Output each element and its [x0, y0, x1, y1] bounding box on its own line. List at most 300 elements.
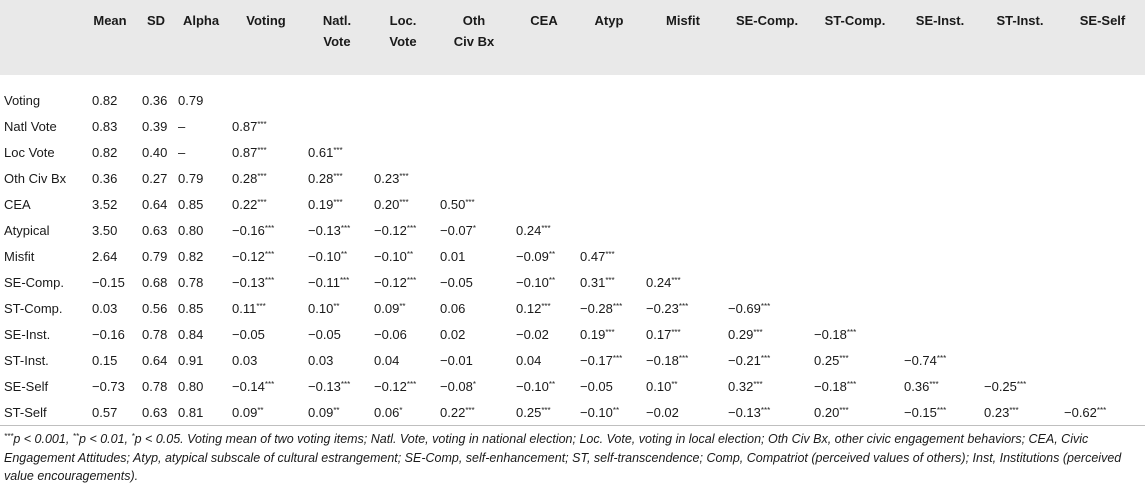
table-cell: −0.69***: [728, 300, 771, 316]
table-cell: 0.24***: [646, 274, 681, 290]
row-label: SE-Self: [4, 378, 49, 394]
column-header: ST-Inst.: [996, 13, 1044, 28]
table-cell: 0.47***: [580, 248, 615, 264]
row-label: CEA: [4, 196, 31, 212]
table-cell: [724, 165, 810, 191]
table-cell: [810, 217, 900, 243]
table-cell: 0.20***: [810, 399, 900, 426]
significance-stars: **: [257, 405, 264, 415]
table-cell: [370, 139, 436, 165]
header-gap: [0, 75, 1145, 87]
table-cell: [436, 113, 512, 139]
table-cell: 0.57: [82, 399, 138, 426]
table-cell: −0.16***: [232, 222, 275, 238]
column-header: Atyp: [594, 13, 624, 28]
table-row: [0, 373, 1145, 399]
significance-stars: ***: [753, 327, 763, 337]
significance-stars: ***: [612, 301, 623, 311]
table-cell: 0.03: [232, 352, 258, 368]
table-cell: 0.04: [374, 352, 400, 368]
table-cell: [576, 191, 642, 217]
significance-stars: *: [131, 432, 135, 441]
significance-stars: ***: [465, 197, 475, 207]
significance-stars: ***: [1016, 379, 1027, 389]
table-cell: [810, 269, 900, 295]
table-cell: [900, 243, 980, 269]
table-cell: −0.01: [440, 352, 473, 368]
table-cell: [370, 87, 436, 113]
table-cell: [980, 269, 1060, 295]
table-body: [0, 75, 1145, 426]
table-cell: −0.21***: [728, 352, 771, 368]
table-cell: [304, 87, 370, 113]
table-cell: 0.78: [178, 274, 204, 290]
table-cell: [1060, 165, 1145, 191]
significance-stars: ***: [929, 379, 939, 389]
table-cell: −0.62***: [1060, 399, 1145, 426]
table-cell: 2.64: [92, 248, 118, 264]
table-cell: 0.36: [142, 92, 168, 108]
table-cell: [900, 113, 980, 139]
table-cell: −0.12***: [374, 274, 417, 290]
table-cell: 0.64: [142, 352, 168, 368]
table-cell: –: [178, 118, 186, 134]
table-cell: −0.73: [92, 378, 125, 394]
row-label: Voting: [4, 92, 41, 108]
table-cell: 0.19***: [580, 326, 615, 342]
table-cell: [900, 295, 980, 321]
significance-stars: **: [333, 301, 340, 311]
table-cell: [512, 139, 576, 165]
row-label: Atypical: [4, 222, 50, 238]
row-label: Oth Civ Bx: [4, 170, 67, 186]
table-cell: 0.06*: [370, 399, 436, 426]
table-cell: [980, 139, 1060, 165]
table-row: [0, 269, 1145, 295]
significance-stars: ***: [760, 405, 771, 415]
table-cell: −0.05: [308, 326, 341, 342]
significance-stars: **: [548, 379, 556, 389]
table-cell: −0.18***: [814, 326, 857, 342]
table-cell: 0.78: [142, 378, 168, 394]
column-header: Mean: [93, 13, 127, 28]
table-cell: 0.10**: [308, 300, 340, 316]
table-cell: 0.02: [440, 326, 466, 342]
table-row: [0, 295, 1145, 321]
significance-stars: **: [340, 249, 348, 259]
table-cell: −0.10**: [576, 399, 642, 426]
table-cell: [512, 191, 576, 217]
table-cell: [724, 217, 810, 243]
column-header: Alpha: [182, 13, 220, 28]
column-header: Voting: [246, 13, 286, 28]
significance-stars: *: [472, 223, 477, 233]
significance-stars: ***: [846, 379, 857, 389]
table-cell: −0.13***: [232, 274, 275, 290]
table-cell: [1060, 295, 1145, 321]
table-cell: [1060, 217, 1145, 243]
table-cell: [642, 87, 724, 113]
table-cell: 0.84: [178, 326, 204, 342]
significance-stars: ***: [406, 275, 417, 285]
significance-stars: ***: [605, 249, 615, 259]
table-cell: [304, 113, 370, 139]
table-cell: −0.18***: [814, 378, 857, 394]
table-cell: 0.10**: [646, 378, 678, 394]
significance-stars: ***: [605, 327, 615, 337]
table-cell: [642, 243, 724, 269]
table-cell: 0.64: [142, 196, 168, 212]
table-cell: −0.16: [92, 326, 125, 342]
significance-stars: ***: [936, 353, 947, 363]
table-cell: [436, 87, 512, 113]
table-cell: 0.17***: [646, 326, 681, 342]
significance-stars: ***: [406, 223, 417, 233]
table-cell: [1060, 373, 1145, 399]
table-cell: −0.18***: [646, 352, 689, 368]
table-cell: [900, 269, 980, 295]
table-cell: [900, 321, 980, 347]
column-header: Natl. Vote: [322, 13, 352, 49]
row-label: ST-Comp.: [4, 300, 63, 316]
table-cell: 0.68: [142, 274, 168, 290]
table-cell: [512, 113, 576, 139]
table-row: [0, 191, 1145, 217]
significance-stars: ***: [257, 197, 267, 207]
table-cell: 0.24***: [516, 222, 551, 238]
column-header: Loc. Vote: [389, 13, 417, 49]
significance-stars: ***: [264, 379, 275, 389]
table-cell: 0.09**: [374, 300, 406, 316]
table-cell: [900, 217, 980, 243]
table-cell: 3.50: [92, 222, 118, 238]
table-cell: 0.56: [142, 300, 168, 316]
table-cell: −0.02: [516, 326, 549, 342]
table-cell: [228, 87, 304, 113]
significance-stars: **: [399, 301, 406, 311]
table-cell: −0.12***: [374, 378, 417, 394]
table-footnote: ***p < 0.001, **p < 0.01, *p < 0.05. Voting mean of two voting items; Natl. Vote, voting in national election; Loc. Vote, voting in local election; Oth Civ Bx, other civic engagement behaviors; CEA, Civic Engagement Attitudes; Atyp, atypical subscale of cultural estrangement; SE-Comp, self-enhancement; ST, self-transcendence; Comp, Compatriot (perceived values of others); Inst, Institutions (perceived value encouragements).: [4, 432, 1122, 483]
significance-stars: ***: [760, 301, 771, 311]
significance-stars: ***: [257, 145, 267, 155]
significance-stars: ***: [399, 171, 409, 181]
significance-stars: ***: [257, 171, 267, 181]
table-cell: [576, 165, 642, 191]
table-cell: 0.50***: [440, 196, 475, 212]
table-cell: −0.05: [440, 274, 473, 290]
table-cell: 0.23***: [374, 170, 409, 186]
table-cell: [980, 243, 1060, 269]
significance-stars: ***: [340, 379, 351, 389]
table-cell: 0.15: [92, 352, 118, 368]
table-cell: −0.13***: [308, 222, 351, 238]
significance-stars: **: [548, 249, 556, 259]
table-cell: [810, 191, 900, 217]
table-cell: [1060, 139, 1145, 165]
table-cell: [1060, 191, 1145, 217]
table-cell: [810, 295, 900, 321]
table-cell: [576, 87, 642, 113]
table-cell: [512, 165, 576, 191]
table-cell: 0.25***: [512, 399, 576, 426]
significance-stars: ***: [257, 119, 267, 129]
table-cell: 0.79: [178, 92, 204, 108]
table-row: [0, 321, 1145, 347]
row-label: ST-Inst.: [4, 352, 49, 368]
significance-stars: ***: [678, 353, 689, 363]
column-header: ST-Comp.: [824, 13, 886, 28]
column-header: SE-Comp.: [735, 13, 799, 28]
table-cell: 0.87***: [232, 144, 267, 160]
column-header: CEA: [530, 13, 558, 28]
significance-stars: ***: [264, 249, 275, 259]
table-cell: 0.03: [308, 352, 334, 368]
table-cell: −0.02: [642, 399, 724, 426]
table-cell: [810, 87, 900, 113]
table-cell: [900, 165, 980, 191]
table-cell: [810, 139, 900, 165]
table-cell: 0.80: [178, 378, 204, 394]
significance-stars: *: [472, 379, 477, 389]
table-row: [0, 217, 1145, 243]
table-cell: 0.23***: [980, 399, 1060, 426]
table-row: [0, 399, 1145, 426]
table-cell: 0.85: [178, 196, 204, 212]
table-cell: 0.01: [440, 248, 466, 264]
table-cell: 0.82: [92, 144, 118, 160]
table-cell: [724, 87, 810, 113]
table-cell: 0.61***: [308, 144, 343, 160]
table-cell: [980, 113, 1060, 139]
table-cell: −0.05: [232, 326, 265, 342]
table-cell: 0.85: [178, 300, 204, 316]
significance-stars: ***: [1096, 405, 1107, 415]
table-cell: 0.63: [142, 222, 168, 238]
table-cell: −0.15: [92, 274, 125, 290]
table-cell: [576, 217, 642, 243]
significance-stars: ***: [839, 353, 849, 363]
table-cell: [980, 191, 1060, 217]
table-cell: −0.10**: [516, 274, 556, 290]
table-cell: 0.19***: [308, 196, 343, 212]
table-cell: −0.74***: [904, 352, 947, 368]
header-row: [0, 0, 1145, 75]
table-cell: [724, 113, 810, 139]
significance-stars: **: [612, 405, 620, 415]
significance-stars: ***: [678, 301, 689, 311]
significance-stars: **: [333, 405, 340, 415]
table-cell: 0.32***: [728, 378, 763, 394]
table-cell: 0.11***: [232, 300, 266, 316]
table-cell: 0.79: [178, 170, 204, 186]
significance-stars: **: [406, 249, 414, 259]
table-cell: −0.10**: [374, 248, 414, 264]
table-cell: [724, 243, 810, 269]
table-cell: −0.09**: [516, 248, 556, 264]
significance-stars: ***: [671, 327, 681, 337]
column-header: SE-Inst.: [915, 13, 965, 28]
table-cell: 0.28***: [232, 170, 267, 186]
row-label: Natl Vote: [4, 118, 57, 134]
table-cell: 0.63: [138, 399, 174, 426]
table-cell: 0.09**: [228, 399, 304, 426]
significance-stars: ***: [605, 275, 615, 285]
table-cell: −0.13***: [308, 378, 351, 394]
column-header: SE-Self: [1079, 13, 1126, 28]
table-cell: [436, 165, 512, 191]
table-cell: [980, 347, 1060, 373]
significance-stars: ***: [541, 223, 551, 233]
table-cell: 0.03: [92, 300, 118, 316]
table-cell: 0.91: [178, 352, 204, 368]
significance-stars: ***: [465, 405, 475, 415]
table-cell: −0.08*: [440, 378, 477, 394]
table-cell: −0.10**: [516, 378, 556, 394]
significance-stars: ***: [671, 275, 681, 285]
table-cell: [900, 87, 980, 113]
table-cell: −0.06: [374, 326, 407, 342]
significance-stars: ***: [839, 405, 849, 415]
significance-stars: ***: [399, 197, 409, 207]
table-cell: 0.78: [142, 326, 168, 342]
table-cell: −0.05: [580, 378, 613, 394]
table-row: [0, 347, 1145, 373]
table-cell: [642, 139, 724, 165]
table-cell: [810, 113, 900, 139]
significance-stars: ***: [541, 301, 551, 311]
significance-stars: ***: [541, 405, 551, 415]
table-cell: [576, 113, 642, 139]
table-cell: [724, 139, 810, 165]
table-cell: 0.31***: [580, 274, 615, 290]
table-cell: 0.36***: [904, 378, 939, 394]
significance-stars: ***: [753, 379, 763, 389]
table-cell: 0.80: [178, 222, 204, 238]
table-cell: 0.12***: [516, 300, 551, 316]
table-row: [0, 165, 1145, 191]
significance-stars: ***: [936, 405, 947, 415]
significance-stars: ***: [760, 353, 771, 363]
column-header: SD: [146, 13, 166, 28]
significance-stars: ***: [333, 171, 343, 181]
table-cell: [512, 87, 576, 113]
table-row: [0, 87, 1145, 113]
table-cell: [1060, 113, 1145, 139]
table-cell: [642, 191, 724, 217]
table-cell: [370, 113, 436, 139]
table-cell: −0.07*: [440, 222, 477, 238]
table-cell: 0.27: [142, 170, 168, 186]
table-cell: [724, 191, 810, 217]
table-cell: −0.11***: [308, 274, 350, 290]
table-cell: [980, 321, 1060, 347]
table-row: [0, 243, 1145, 269]
table-cell: [980, 217, 1060, 243]
table-cell: 0.20***: [374, 196, 409, 212]
column-header: Misfit: [666, 13, 700, 28]
table-cell: [810, 243, 900, 269]
significance-stars: ***: [264, 275, 275, 285]
table-cell: [642, 217, 724, 243]
table-cell: [436, 139, 512, 165]
table-cell: 0.22***: [232, 196, 267, 212]
table-cell: 0.36: [92, 170, 118, 186]
table-cell: [1060, 269, 1145, 295]
table-cell: −0.12***: [374, 222, 417, 238]
table-cell: −0.25***: [984, 378, 1027, 394]
row-label: Loc Vote: [4, 144, 55, 160]
table-cell: 0.06: [440, 300, 466, 316]
significance-stars: ***: [339, 275, 350, 285]
table-cell: –: [178, 144, 186, 160]
table-cell: [1060, 87, 1145, 113]
table-cell: 0.29***: [728, 326, 763, 342]
table-cell: 0.82: [92, 92, 118, 108]
table-cell: −0.10**: [308, 248, 348, 264]
table-cell: [1060, 243, 1145, 269]
significance-stars: ***: [256, 301, 266, 311]
table-cell: [980, 165, 1060, 191]
row-label: ST-Self: [0, 399, 82, 426]
table-cell: 0.87***: [232, 118, 267, 134]
table-row: [0, 139, 1145, 165]
table-cell: −0.15***: [900, 399, 980, 426]
table-row: [0, 113, 1145, 139]
row-header-corner: [0, 0, 82, 75]
significance-stars: *: [399, 405, 403, 415]
table-cell: 0.39: [142, 118, 168, 134]
significance-stars: ***: [333, 197, 343, 207]
table-cell: −0.23***: [646, 300, 689, 316]
significance-stars: ***: [264, 223, 275, 233]
table-cell: −0.12***: [232, 248, 275, 264]
table-cell: [1060, 321, 1145, 347]
significance-stars: **: [671, 379, 678, 389]
table-cell: 0.79: [142, 248, 168, 264]
table-cell: 0.22***: [436, 399, 512, 426]
significance-stars: ***: [4, 432, 14, 441]
table-cell: −0.14***: [232, 378, 275, 394]
column-header: Oth Civ Bx: [453, 13, 495, 49]
significance-stars: ***: [333, 145, 343, 155]
table-cell: [900, 191, 980, 217]
table-cell: 0.25***: [814, 352, 849, 368]
significance-stars: **: [72, 432, 80, 441]
significance-stars: ***: [406, 379, 417, 389]
table-cell: −0.28***: [580, 300, 623, 316]
table-cell: 0.40: [142, 144, 168, 160]
table-cell: [642, 165, 724, 191]
significance-stars: ***: [1009, 405, 1019, 415]
table-cell: [980, 295, 1060, 321]
table-cell: [1060, 347, 1145, 373]
table-cell: 0.81: [174, 399, 228, 426]
table-cell: 0.04: [516, 352, 542, 368]
table-cell: [980, 87, 1060, 113]
table-cell: 0.09**: [304, 399, 370, 426]
table-cell: [900, 139, 980, 165]
table-cell: [724, 269, 810, 295]
significance-stars: **: [548, 275, 556, 285]
table-cell: 0.83: [92, 118, 118, 134]
table-cell: [642, 113, 724, 139]
table-cell: [810, 165, 900, 191]
significance-stars: ***: [612, 353, 623, 363]
row-label: SE-Inst.: [4, 326, 51, 342]
table-cell: 0.28***: [308, 170, 343, 186]
table-cell: 0.82: [178, 248, 204, 264]
significance-stars: ***: [340, 223, 351, 233]
